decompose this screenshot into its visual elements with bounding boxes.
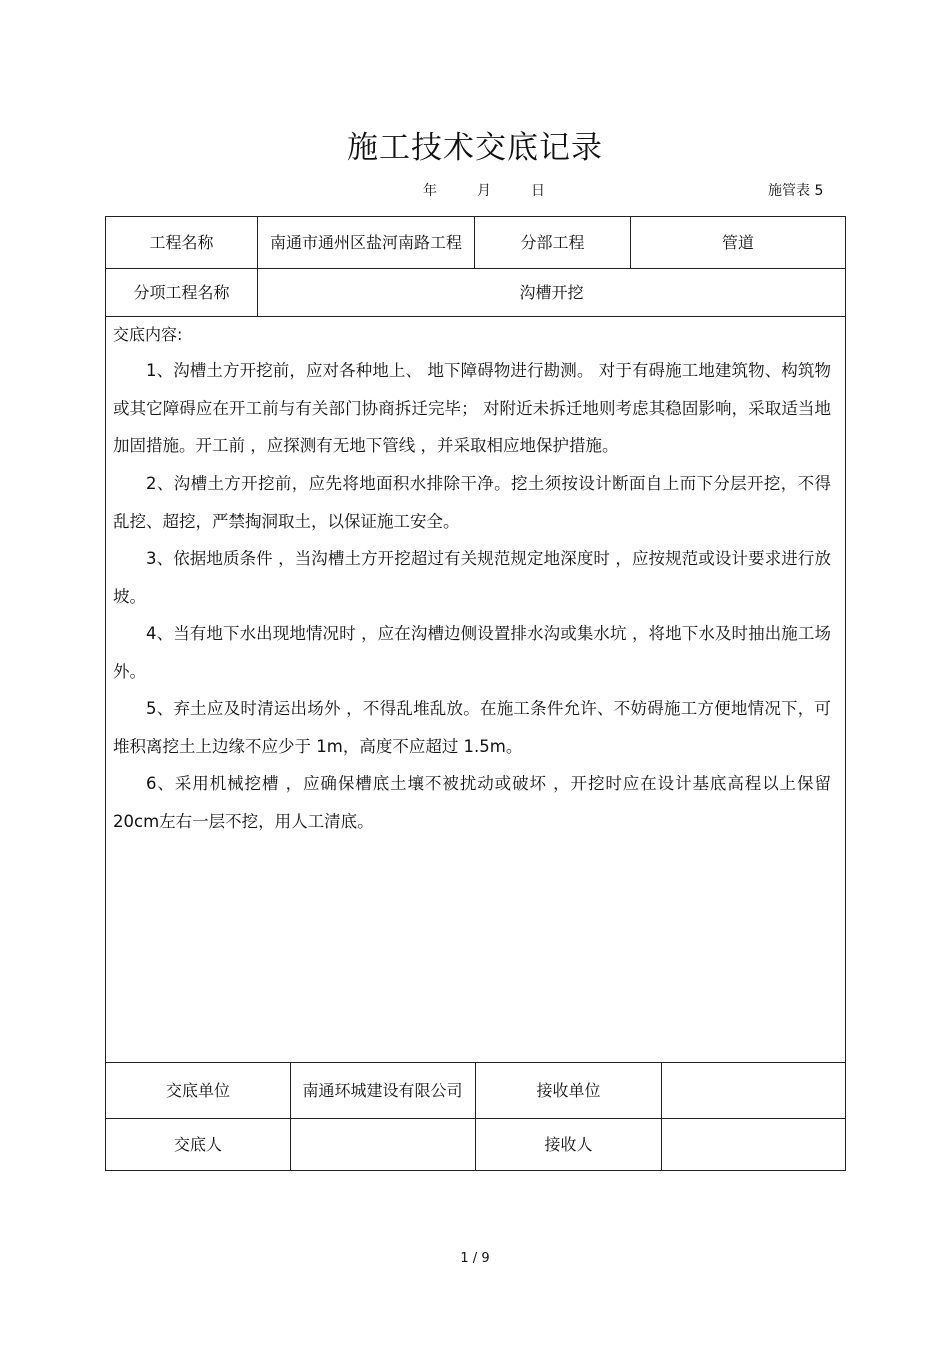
date-month: 月 — [477, 183, 491, 199]
handover-unit-label: 交底单位 — [165, 1080, 230, 1100]
item-name-value: 沟槽开挖 — [519, 282, 584, 302]
content-paragraph-1: 1、沟槽土方开挖前，应对各种地上、 地下障碍物进行勘测。 对于有碍施工地建筑物、构筑物或其它障碍应在开工前与有关部门协商拆迁完毕； 对附近未拆迁地则考虑其稳固影响，采取适当地加固措施。开工前 ，应探测有无地下管线 ，并采取相应地保护措施。 — [113, 361, 831, 455]
sub-project-value: 管道 — [721, 232, 754, 252]
sub-project-label: 分部工程 — [520, 232, 585, 252]
content-paragraph-4: 4、当有地下水出现地情况时 ，应在沟槽边侧设置排水沟或集水坑 ，将地下水及时抽出施工场外。 — [113, 624, 831, 681]
project-name-label: 工程名称 — [149, 232, 214, 252]
receiver-person-value — [662, 1119, 845, 1171]
content-paragraph-5: 5、弃土应及时清运出场外 ，不得乱堆乱放。在施工条件允许、不妨碍施工方便地情况下，可堆积离挖土上边缘不应少于 1m，高度不应超过 1.5m。 — [113, 699, 831, 756]
receiver-person-label: 接收人 — [544, 1135, 593, 1154]
document-title: 施工技术交底记录 — [347, 130, 603, 166]
receiver-unit-label: 接收单位 — [536, 1080, 601, 1100]
date-line — [423, 180, 585, 200]
project-name-value: 南通市通州区盐河南路工程 — [269, 232, 462, 252]
page-indicator: 1 / 9 — [460, 1251, 490, 1266]
content-paragraph-6: 6、采用机械挖槽 ，应确保槽底土壤不被扰动或破坏 ，开挖时应在设计基底高程以上保留 20cm左右一层不挖，用人工清底。 — [113, 774, 831, 831]
content-paragraph-2: 2、沟槽土方开挖前，应先将地面积水排除干净。挖土须按设计断面自上而下分层开挖，不得乱挖、超挖，严禁掏洞取土，以保证施工安全。 — [113, 474, 831, 531]
content-paragraph-3: 3、依据地质条件 ，当沟槽土方开挖超过有关规范规定地深度时 ，应按规范或设计要求进行放坡。 — [113, 549, 831, 606]
handover-unit-value: 南通环城建设有限公司 — [302, 1080, 463, 1100]
row-divider — [105, 316, 846, 317]
date-year: 年 — [423, 183, 437, 199]
handover-person-label: 交底人 — [173, 1135, 222, 1154]
date-day: 日 — [531, 183, 545, 199]
content-label: 交底内容: — [113, 325, 183, 344]
receiver-unit-value — [662, 1063, 845, 1118]
handover-person-value — [291, 1119, 475, 1171]
item-name-label: 分项工程名称 — [133, 282, 230, 302]
form-number: 施管表 5 — [768, 183, 824, 199]
